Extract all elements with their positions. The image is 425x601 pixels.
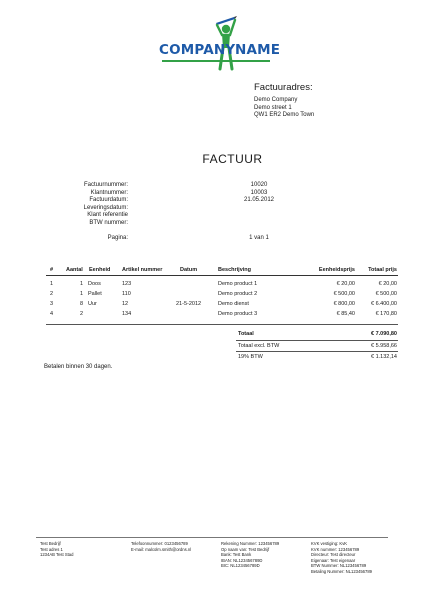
billing-address-line: Demo street 1 — [254, 104, 292, 111]
col-header-date: Datum — [180, 267, 198, 273]
cell-description: Demo product 1 — [218, 281, 258, 287]
footer-line: Betaling Nummer: NL123456789 — [311, 568, 372, 574]
footer-line: Op naam van: Test Bedrijf — [221, 546, 270, 552]
footer-contact-column — [131, 541, 191, 552]
cell-article: 110 — [122, 291, 131, 297]
footer-line: 1234AB Test Stad — [40, 552, 74, 557]
footer-company-column — [40, 541, 73, 558]
delivery-date-label: Leveringsdatum: — [83, 204, 128, 211]
invoice-date-value: 21.05.2012 — [243, 197, 275, 203]
invoice-number-value: 10020 — [250, 182, 268, 188]
table-row — [0, 311, 425, 320]
cell-total-price: € 6.400,00 — [371, 301, 397, 307]
billing-address-line: QW1 ER2 Demo Town — [254, 112, 315, 118]
footer-line: Test Bedrijf — [40, 541, 61, 546]
footer-line: KVK nummer: 123456789 — [311, 546, 360, 552]
page-label: Pagina: — [107, 235, 128, 241]
footer-line: Test adres 1 — [40, 546, 63, 552]
footer-line: Directeur: Test directeur — [311, 552, 356, 557]
cell-unit: Doos — [88, 281, 101, 287]
cell-quantity: 8 — [80, 301, 84, 307]
vat-value: € 1.132,14 — [371, 354, 397, 360]
footer-line: IBAN: NL123456789D — [221, 557, 263, 563]
cell-article: 134 — [122, 311, 132, 317]
table-row — [0, 281, 425, 290]
cell-description: Demo product 2 — [218, 291, 258, 297]
cell-nr: 3 — [50, 301, 54, 307]
vat-number-label: BTW nummer: — [89, 219, 128, 226]
total-label: Totaal — [238, 331, 254, 337]
vat-label: 19% BTW — [238, 354, 263, 360]
cell-total-price: € 500,00 — [375, 291, 397, 297]
cell-total-price: € 170,80 — [375, 311, 397, 317]
cell-description: Demo dienst — [218, 301, 249, 307]
document-title: FACTUUR — [202, 152, 263, 166]
cell-description: Demo product 3 — [218, 311, 258, 317]
cell-article: 12 — [122, 301, 129, 307]
col-header-total-price: Totaal prijs — [368, 267, 397, 273]
col-header-article: Artikel nummer — [122, 267, 163, 273]
footer-line: Telefoonnummer: 0123456789 — [131, 541, 188, 546]
billing-address-line: Demo Company — [254, 97, 298, 103]
footer-bank-column — [221, 541, 279, 569]
total-value: € 7.090,80 — [371, 331, 397, 337]
totals-divider — [236, 351, 398, 352]
invoice-number-label: Factuurnummer: — [83, 182, 128, 188]
col-header-unit-price: Eenheidsprijs — [318, 267, 355, 273]
footer-line: BTW Nummer: NL123456789 — [311, 563, 367, 568]
customer-number-label: Klantnummer: — [90, 189, 128, 196]
footer-line: Eigenaar: Test eigenaar — [311, 557, 356, 563]
totals-divider — [236, 340, 398, 341]
company-logo — [158, 14, 281, 76]
cell-nr: 4 — [50, 311, 54, 317]
cell-nr: 2 — [50, 291, 54, 297]
cell-quantity: 1 — [80, 291, 84, 297]
total-excl-vat-value: € 5.958,66 — [371, 343, 397, 349]
footer-line: E-mail: malcolm.smith@ordns.nl — [131, 546, 192, 552]
cell-unit-price: € 500,00 — [333, 291, 355, 297]
customer-reference-label: Klant referentie — [87, 212, 128, 218]
footer-line: KVK vestiging: KvK — [311, 541, 348, 546]
cell-unit-price: € 800,00 — [333, 301, 355, 307]
customer-number-value: 10003 — [250, 189, 268, 196]
col-header-quantity: Aantal — [66, 267, 83, 273]
cell-unit-price: € 20,00 — [336, 281, 355, 287]
col-header-unit: Eenheid — [89, 267, 111, 273]
footer-registration-column — [311, 541, 372, 574]
cell-unit: Pallet — [88, 291, 102, 297]
logo-word-company: COMPANY — [159, 42, 236, 58]
cell-date: 21-5-2012 — [176, 301, 202, 307]
table-bottom-divider — [46, 324, 398, 325]
cell-article: 123 — [122, 281, 132, 287]
cell-total-price: € 20,00 — [378, 281, 397, 287]
cell-unit-price: € 85,40 — [336, 311, 355, 317]
col-header-description: Beschrijving — [218, 267, 252, 273]
payment-terms: Betalen binnen 30 dagen. — [44, 364, 113, 370]
footer-line: Rekening Nummer: 123456789 — [221, 541, 280, 546]
invoice-date-label: Factuurdatum: — [89, 197, 128, 203]
table-header-divider — [46, 275, 398, 276]
footer-divider — [36, 537, 388, 538]
logo-underline — [162, 60, 270, 62]
footer-line: Bank: Test Bank — [221, 552, 252, 557]
cell-unit: Uur — [88, 301, 97, 307]
billing-address-title: Factuuradres: — [254, 82, 313, 93]
page-value: 1 van 1 — [249, 235, 269, 241]
col-header-nr: # — [50, 267, 54, 273]
cell-nr: 1 — [50, 281, 54, 287]
table-row — [0, 301, 425, 310]
logo-word-name: NAME — [235, 42, 281, 58]
total-excl-vat-label: Totaal excl. BTW — [238, 343, 280, 349]
table-row — [0, 291, 425, 300]
cell-quantity: 2 — [80, 311, 84, 317]
cell-quantity: 1 — [80, 281, 84, 287]
footer-line: BIC: NL123456789D — [221, 563, 260, 568]
